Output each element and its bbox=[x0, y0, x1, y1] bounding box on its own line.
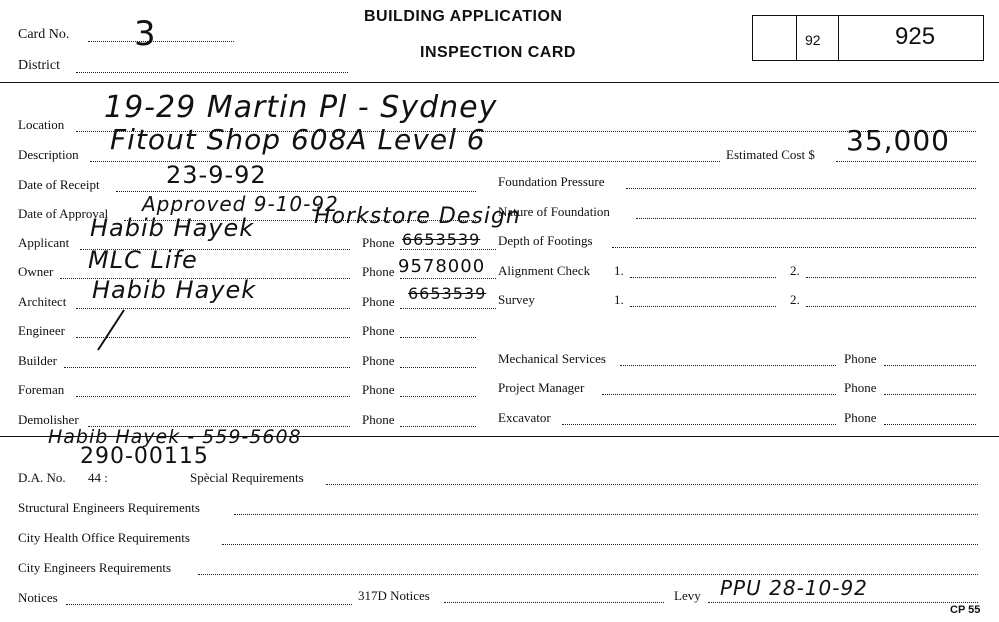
estimated-cost-value: 35,000 bbox=[846, 124, 950, 157]
survey-2-line bbox=[806, 306, 976, 307]
levy-label: Levy bbox=[674, 588, 701, 603]
demolisher-phone-label: Phone bbox=[362, 412, 395, 427]
foreman-line bbox=[76, 396, 350, 397]
architect-phone-line bbox=[400, 308, 496, 309]
notices-317d-line bbox=[444, 602, 664, 603]
card-no-value: 3 bbox=[134, 14, 157, 54]
date-approval-value: Approved 9-10-92 bbox=[142, 192, 339, 216]
excavator-label: Excavator bbox=[498, 410, 551, 425]
notices-317d-label: 317D Notices bbox=[358, 588, 430, 603]
location-value: 19-29 Martin Pl - Sydney bbox=[104, 90, 498, 125]
description-value: Fitout Shop 608A Level 6 bbox=[110, 123, 486, 156]
date-approval-label: Date of Approval bbox=[18, 206, 109, 221]
district-label: District bbox=[18, 58, 60, 73]
survey-1-line bbox=[630, 306, 776, 307]
survey-1-label: 1. bbox=[614, 292, 624, 307]
city-engineers-line bbox=[198, 574, 978, 575]
foreman-label: Foreman bbox=[18, 382, 65, 397]
mechanical-phone-label: Phone bbox=[844, 351, 877, 366]
da-prefix: 44 : bbox=[88, 470, 108, 485]
builder-phone-line bbox=[400, 367, 476, 368]
nature-foundation-label: Nature of Foundation bbox=[498, 204, 610, 219]
foundation-pressure-line bbox=[626, 188, 976, 189]
approval-extra-note: Horkstore Design bbox=[314, 204, 521, 229]
excavator-line bbox=[562, 424, 836, 425]
foreman-phone-label: Phone bbox=[362, 382, 395, 397]
project-manager-line bbox=[602, 394, 836, 395]
owner-phone-label: Phone bbox=[362, 264, 395, 279]
applicant-value: Habib Hayek bbox=[90, 214, 255, 242]
notices-line bbox=[66, 604, 352, 605]
depth-footings-line bbox=[612, 247, 976, 248]
structural-line bbox=[234, 514, 978, 515]
estimated-cost-label: Estimated Cost $ bbox=[726, 147, 815, 162]
excavator-phone-label: Phone bbox=[844, 410, 877, 425]
project-manager-phone-line bbox=[884, 394, 976, 395]
demolisher-label: Demolisher bbox=[18, 412, 79, 427]
architect-phone-value: 6653539 bbox=[408, 284, 487, 303]
estimated-cost-line bbox=[836, 161, 976, 162]
notices-label: Notices bbox=[18, 590, 58, 605]
date-receipt-label: Date of Receipt bbox=[18, 177, 100, 192]
description-label: Description bbox=[18, 147, 79, 162]
excavator-phone-line bbox=[884, 424, 976, 425]
header-rule bbox=[0, 82, 999, 83]
city-engineers-label: City Engineers Requirements bbox=[18, 560, 172, 575]
mechanical-phone-line bbox=[884, 365, 976, 366]
mechanical-services-label: Mechanical Services bbox=[498, 351, 606, 366]
special-requirements-line bbox=[326, 484, 978, 485]
alignment-1-label: 1. bbox=[614, 263, 624, 278]
builder-label: Builder bbox=[18, 353, 57, 368]
applicant-phone-value: 6653539 bbox=[402, 230, 481, 249]
alignment-2-label: 2. bbox=[790, 263, 800, 278]
architect-label: Architect bbox=[18, 294, 67, 309]
applicant-phone-label: Phone bbox=[362, 235, 395, 250]
card-number-box bbox=[752, 15, 984, 61]
owner-value: MLC Life bbox=[88, 246, 198, 274]
form-title-line1: BUILDING APPLICATION bbox=[364, 8, 563, 25]
builder-line bbox=[64, 367, 350, 368]
survey-label: Survey bbox=[498, 292, 535, 307]
date-receipt-value: 23-9-92 bbox=[166, 161, 267, 189]
applicant-label: Applicant bbox=[18, 235, 70, 250]
foreman-phone-line bbox=[400, 396, 476, 397]
card-no-label: Card No. bbox=[18, 27, 70, 42]
nature-foundation-line bbox=[636, 218, 976, 219]
owner-label: Owner bbox=[18, 264, 54, 279]
builder-phone-label: Phone bbox=[362, 353, 395, 368]
card-number: 925 bbox=[895, 23, 936, 50]
box-divider-2 bbox=[838, 15, 839, 61]
special-requirements-label: Spècial Requirements bbox=[190, 470, 304, 485]
demolisher-note: Habib Hayek - 559-5608 bbox=[48, 426, 302, 448]
demolisher-phone-line bbox=[400, 426, 476, 427]
structural-label: Structural Engineers Requirements bbox=[18, 500, 200, 515]
depth-footings-label: Depth of Footings bbox=[498, 233, 593, 248]
da-number-value: 290-00115 bbox=[80, 444, 209, 469]
alignment-check-label: Alignment Check bbox=[498, 263, 591, 278]
alignment-2-line bbox=[806, 277, 976, 278]
mechanical-services-line bbox=[620, 365, 836, 366]
health-line bbox=[222, 544, 978, 545]
owner-phone-value: 9578000 bbox=[398, 256, 486, 277]
architect-phone-label: Phone bbox=[362, 294, 395, 309]
box-divider-1 bbox=[796, 15, 797, 61]
district-line bbox=[76, 72, 348, 73]
da-no-label: D.A. No. bbox=[18, 470, 66, 485]
owner-phone-line bbox=[400, 278, 496, 279]
engineer-slash-mark bbox=[92, 306, 132, 356]
form-code: CP 55 bbox=[950, 604, 981, 616]
foundation-pressure-label: Foundation Pressure bbox=[498, 174, 605, 189]
survey-2-label: 2. bbox=[790, 292, 800, 307]
engineer-label: Engineer bbox=[18, 323, 65, 338]
project-manager-label: Project Manager bbox=[498, 380, 585, 395]
applicant-phone-line bbox=[400, 249, 496, 250]
architect-value: Habib Hayek bbox=[92, 276, 257, 304]
card-year: 92 bbox=[805, 32, 821, 48]
health-label: City Health Office Requirements bbox=[18, 530, 190, 545]
card-no-line bbox=[88, 41, 234, 42]
levy-value: PPU 28-10-92 bbox=[720, 576, 868, 600]
levy-line bbox=[708, 602, 978, 603]
engineer-phone-label: Phone bbox=[362, 323, 395, 338]
project-manager-phone-label: Phone bbox=[844, 380, 877, 395]
alignment-1-line bbox=[630, 277, 776, 278]
form-title-line2: INSPECTION CARD bbox=[420, 44, 576, 61]
engineer-phone-line bbox=[400, 337, 476, 338]
location-label: Location bbox=[18, 117, 65, 132]
